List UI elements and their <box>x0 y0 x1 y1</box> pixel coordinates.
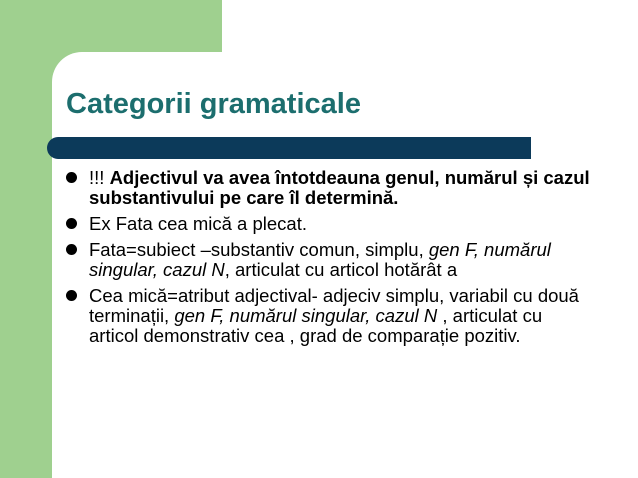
bullet-dot-icon <box>66 244 77 255</box>
bullet-italic-text: gen F, numărul singular, cazul N <box>174 305 438 326</box>
bullet-italic-text: gen F, numărul singular, cazul N <box>89 239 551 280</box>
bullet-dot-icon <box>66 172 77 183</box>
bullet-text: Ex Fata cea mică a plecat. <box>89 213 307 234</box>
bullet-list <box>66 168 596 352</box>
bullet-item <box>66 240 596 280</box>
title-underline-bar <box>47 137 531 159</box>
bullet-text: Cea mică=atribut adjectival- adjeciv simplu, variabil cu două terminații, <box>89 285 579 326</box>
bullet-item <box>66 168 596 208</box>
bullet-dot-icon <box>66 290 77 301</box>
bullet-text: Fata=subiect –substantiv comun, simplu, <box>89 239 429 260</box>
bullet-bold-text: Adjectivul va avea întotdeauna genul, numărul și cazul substantivului pe care îl determină. <box>89 167 590 208</box>
bullet-text-after: , articulat cu articol demonstrativ cea , grad de comparație pozitiv. <box>89 305 543 346</box>
slide-title: Categorii gramaticale <box>66 88 361 120</box>
bullet-item <box>66 286 596 346</box>
bullet-item <box>66 214 596 234</box>
bullet-prefix: !!! <box>89 167 110 188</box>
bullet-dot-icon <box>66 218 77 229</box>
bullet-text-after: , articulat cu articol hotărât a <box>224 259 458 280</box>
